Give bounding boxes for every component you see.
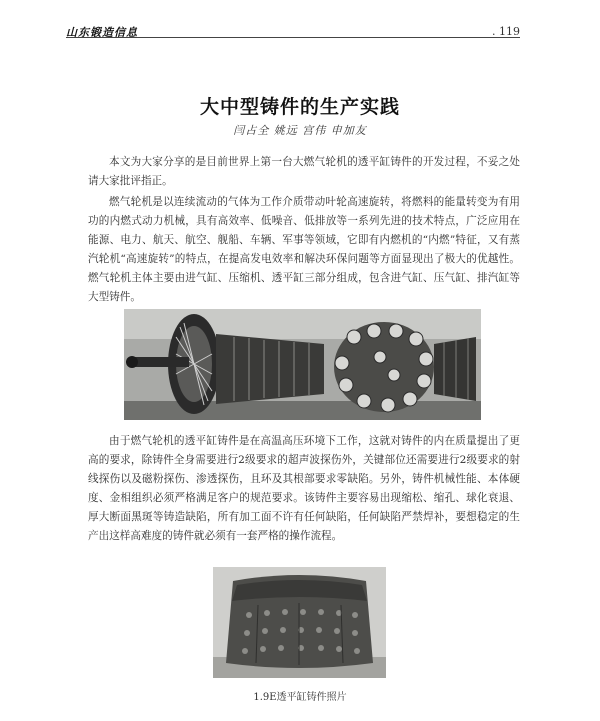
- figure-caption: 1.9E透平缸铸件照片: [253, 692, 347, 703]
- page-number: . 119: [492, 25, 520, 38]
- turbine-casing-casting-photo: [213, 567, 386, 678]
- article-authors: 闫占全 姚远 宫伟 申加友: [233, 124, 367, 137]
- paragraph-requirements: 由于燃气轮机的透平缸铸件是在高温高压环境下工作，这就对铸件的内在质量提出了更高的要求，除铸件全身需要进行2级要求的超声波探伤外，关键部位还需要进行2级要求的射线探伤以及磁粉探伤、渗透探伤，且环及其根部要求零缺陷。另外，铸件机械性能、本体硬度、金相组织必须严格满足客户的规范要求。该铸件主要容易出现缩松、缩孔、球化衰退、厚大断面黑斑等铸造缺陷，所有加工面不许有任何缺陷，任何缺陷严禁焊补，要想稳定的生产出这样高难度的铸件就必须有一套严格的操作流程。: [88, 435, 520, 542]
- paragraph-intro: 本文为大家分享的是目前世界上第一台大燃气轮机的透平缸铸件的开发过程，不妥之处请大家批评指正。: [88, 156, 520, 187]
- paragraph-gas-turbine: 燃气轮机是以连续流动的气体为工作介质带动叶轮高速旋转，将燃料的能量转变为有用功的内燃式动力机械，具有高效率、低噪音、低排放等一系列先进的技术特点，广泛应用在能源、电力、航天、航空、舰船、车辆、军事等领域，它即有内燃机的“内燃”特征，又有蒸汽轮机“高速旋转”的特点，在提高发电效率和解决环保问题等方面显现出了极大的优越性。燃气轮机主体主要由进气缸、压缩机、透平缸三部分组成，包含进气缸、压气缸、排汽缸等大型铸件。: [88, 196, 520, 303]
- article-title: 大中型铸件的生产实践: [199, 96, 400, 118]
- running-head: 山东锻造信息: [66, 26, 138, 39]
- gas-turbine-photo: [124, 309, 481, 420]
